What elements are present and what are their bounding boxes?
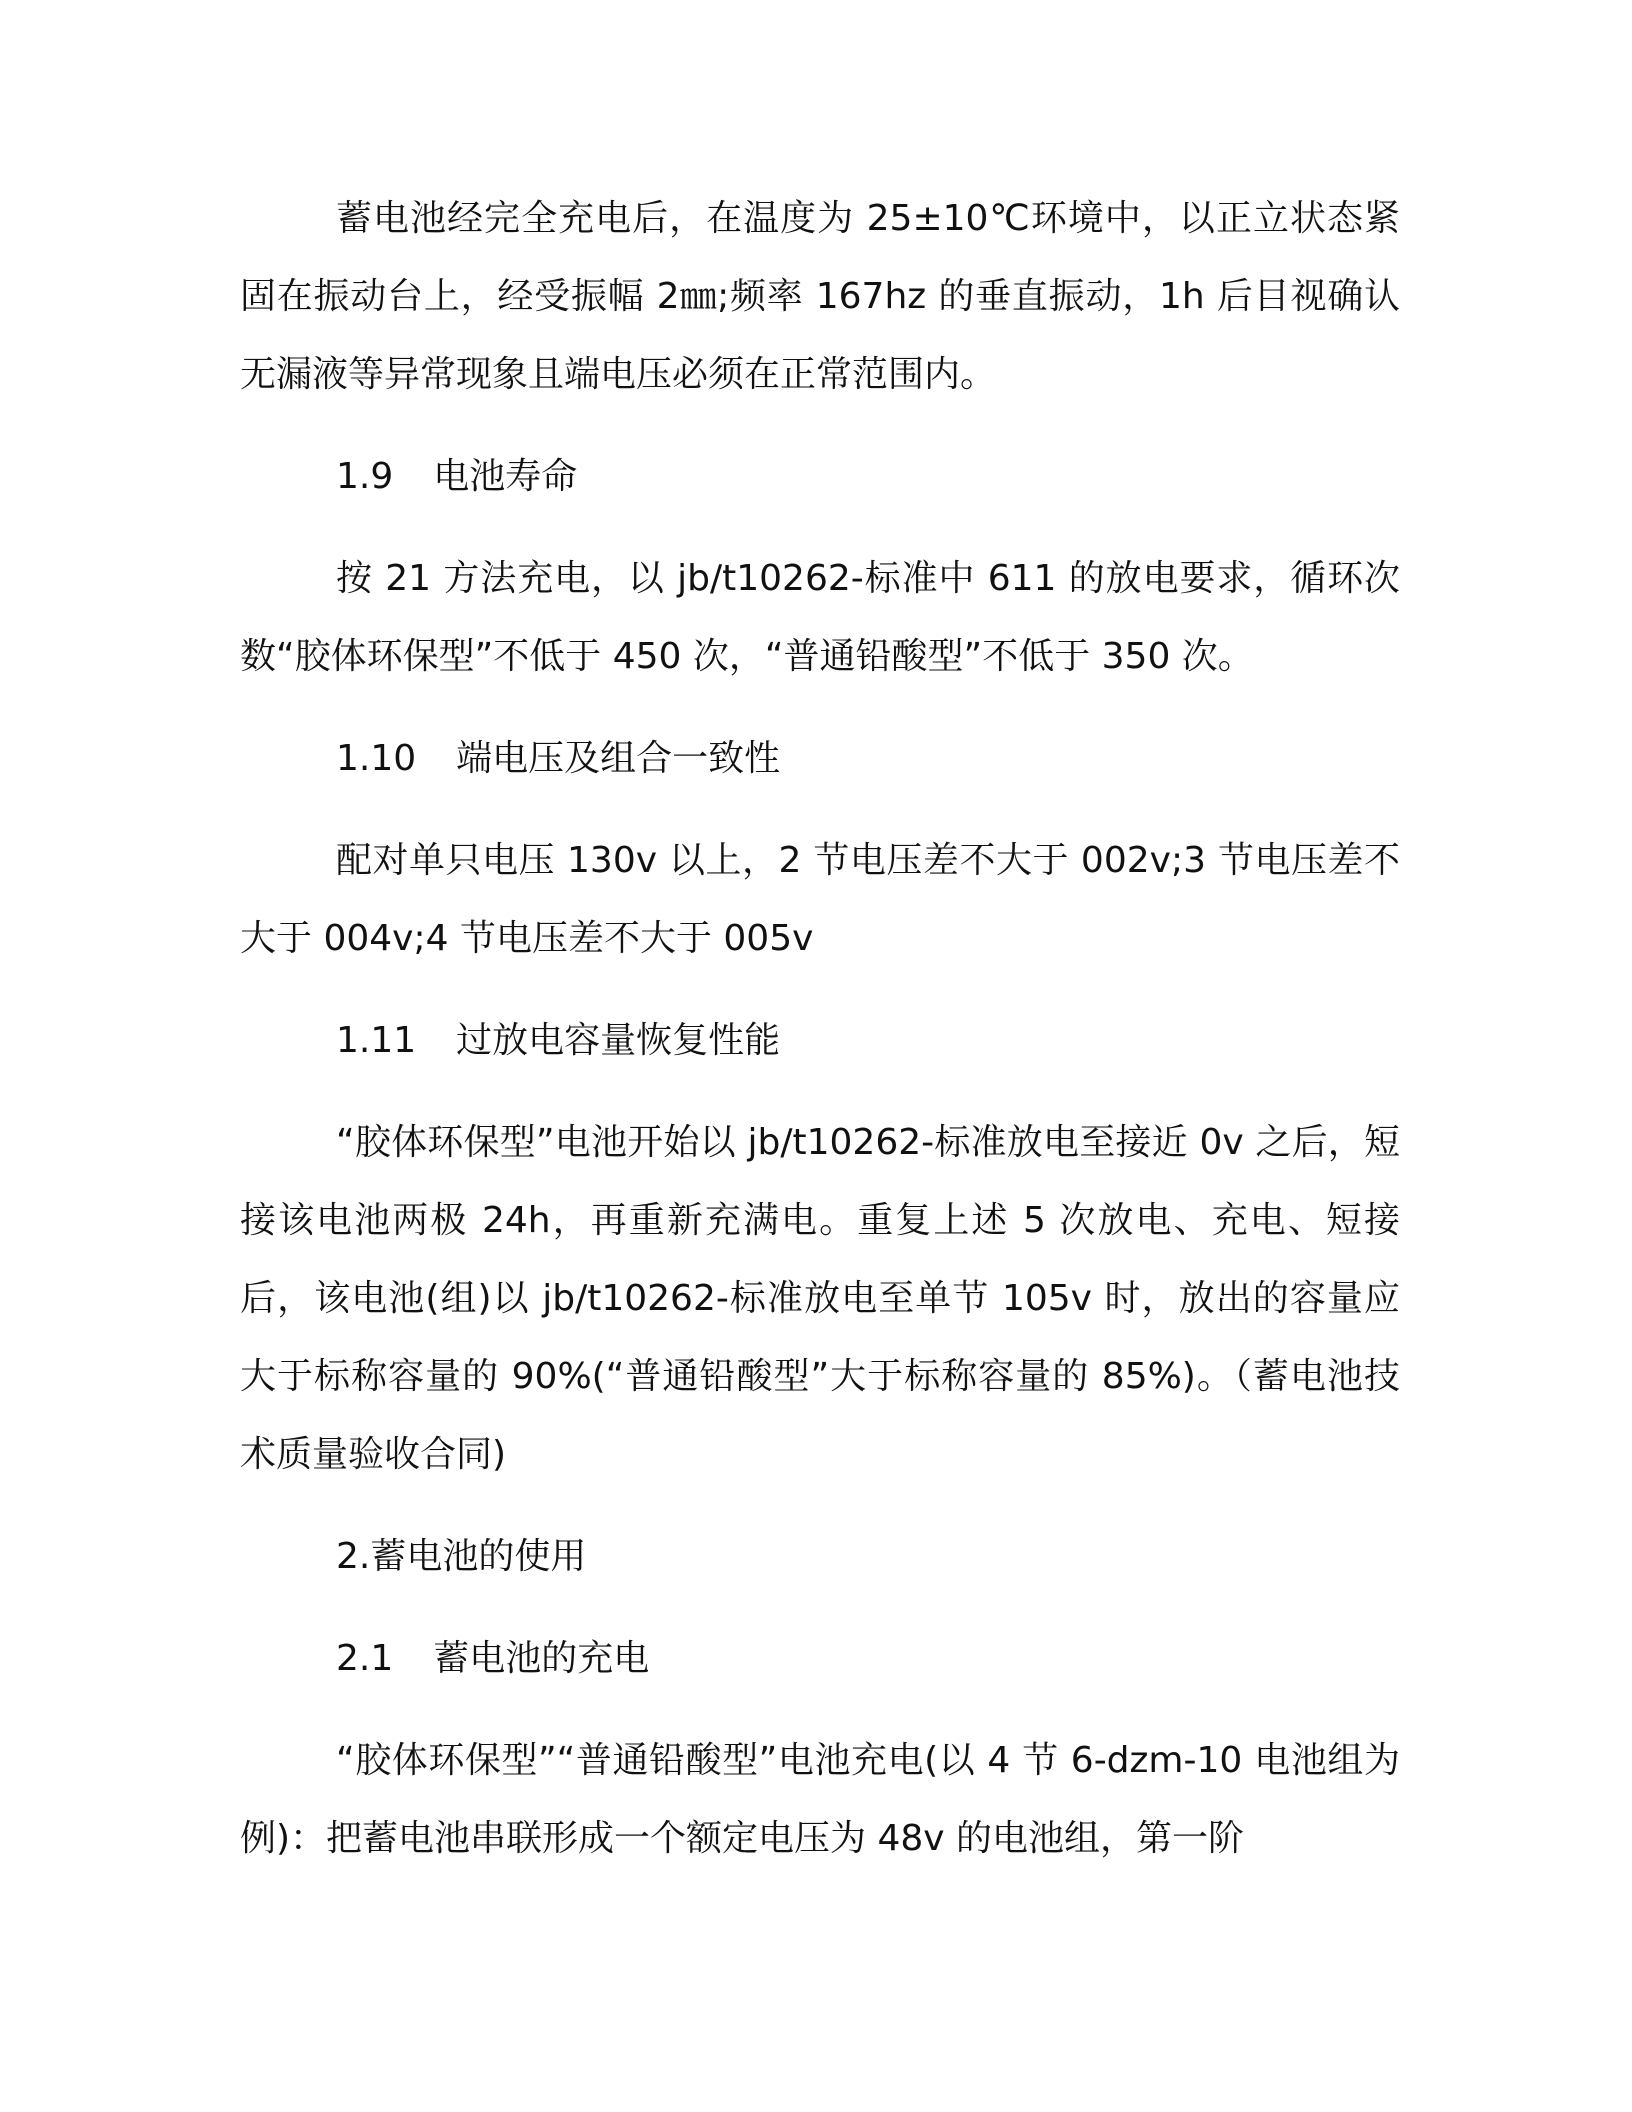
paragraph-battery-life: 按 21 方法充电，以 jb/t10262-标准中 611 的放电要求，循环次数“胶体环保型”不低于 450 次，“普通铅酸型”不低于 350 次。 [240, 558, 1400, 677]
section-heading-1-11 [240, 1002, 1400, 1080]
section-number: 2.1 [336, 1638, 394, 1679]
section-title: 端电压及组合一致性 [456, 738, 781, 779]
paragraph-charging: “胶体环保型”“普通铅酸型”电池充电(以 4 节 6-dzm-10 电池组为例)：把蓄电池串联形成一个额定电压为 48v 的电池组，第一阶 [240, 1740, 1400, 1859]
section-number: 1.11 [336, 1020, 417, 1061]
section-heading-1-9 [240, 438, 1400, 516]
section-heading-2-1 [240, 1620, 1400, 1698]
section-heading-1-10 [240, 720, 1400, 798]
paragraph-voltage-consistency: 配对单只电压 130v 以上，2 节电压差不大于 002v;3 节电压差不大于 004v;4 节电压差不大于 005v [240, 840, 1400, 959]
section-title: 蓄电池的充电 [433, 1638, 650, 1679]
section-title: 过放电容量恢复性能 [456, 1020, 781, 1061]
section-heading-2 [240, 1518, 1400, 1596]
paragraph-vibration-test: 蓄电池经完全充电后，在温度为 25±10℃环境中，以正立状态紧固在振动台上，经受振幅 2㎜;频率 167hz 的垂直振动，1h 后目视确认无漏液等异常现象且端电压必须在正常范围内。 [240, 198, 1400, 395]
section-title: 电池寿命 [433, 456, 578, 497]
section-number: 1.10 [336, 738, 417, 779]
paragraph-over-discharge: “胶体环保型”电池开始以 jb/t10262-标准放电至接近 0v 之后，短接该电池两极 24h，再重新充满电。重复上述 5 次放电、充电、短接后，该电池(组)以 jb/t10262-标准放电至单节 105v 时，放出的容量应大于标称容量的 90%(“普通铅酸型”大于标称容量的 85%)。（蓄电池技术质量验收合同) [240, 1122, 1400, 1475]
document-page [240, 180, 1400, 1902]
section-number: 1.9 [336, 456, 394, 497]
section-title: 2.蓄电池的使用 [336, 1536, 587, 1577]
